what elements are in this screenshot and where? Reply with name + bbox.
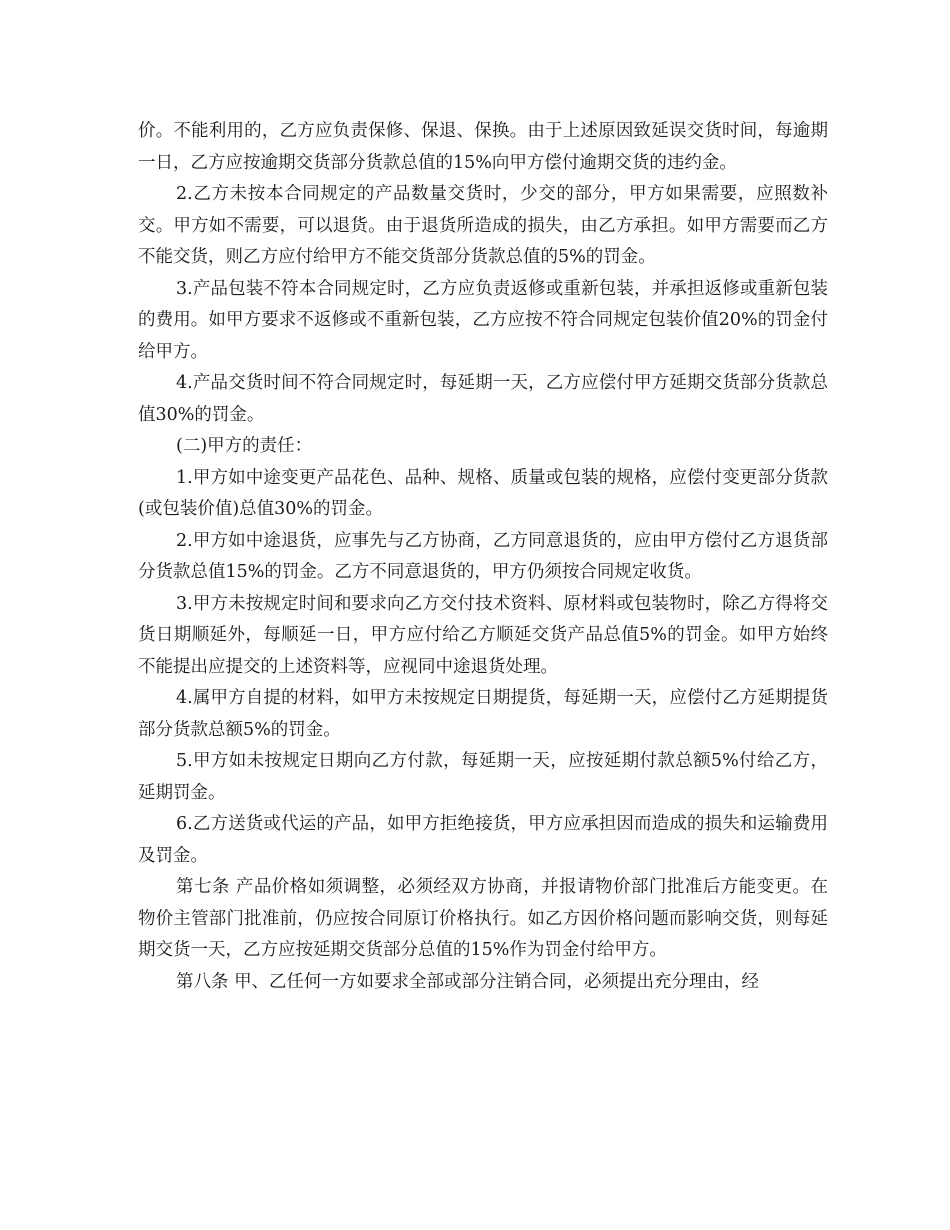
paragraph-continuation: 价。不能利用的，乙方应负责保修、保退、保换。由于上述原因致延误交货时间，每逾期一日，乙方应按逾期交货部分货款总值的15%向甲方偿付逾期交货的违约金。	[138, 121, 828, 173]
paragraph-a-item-1: 1.甲方如中途变更产品花色、品种、规格、质量或包装的规格，应偿付变更部分货款(或包装价值)总值30%的罚金。	[138, 467, 828, 519]
document-body	[138, 116, 828, 998]
section-heading-party-a: (二)甲方的责任：	[176, 436, 313, 456]
paragraph-a-item-4: 4.属甲方自提的材料，如甲方未按规定日期提货，每延期一天，应偿付乙方延期提货部分货款总额5%的罚金。	[138, 688, 828, 740]
paragraph-item-3-packaging: 3.产品包装不符本合同规定时，乙方应负责返修或重新包装，并承担返修或重新包装的费用。如甲方要求不返修或不重新包装，乙方应按不符合同规定包装价值20%的罚金付给甲方。	[138, 278, 828, 362]
paragraph-item-2-quantity: 2.乙方未按本合同规定的产品数量交货时，少交的部分，甲方如果需要，应照数补交。甲方如不需要，可以退货。由于退货所造成的损失，由乙方承担。如甲方需要而乙方不能交货，则乙方应付给甲方不能交货部分货款总值的5%的罚金。	[138, 184, 828, 267]
article-8-paragraph: 第八条 甲、乙任何一方如要求全部或部分注销合同，必须提出充分理由，经	[176, 971, 760, 992]
paragraph-a-item-2: 2.甲方如中途退货，应事先与乙方协商，乙方同意退货的，应由甲方偿付乙方退货部分货款总值15%的罚金。乙方不同意退货的，甲方仍须按合同规定收货。	[138, 530, 828, 582]
paragraph-a-item-6: 6.乙方送货或代运的产品，如甲方拒绝接货，甲方应承担因而造成的损失和运输费用及罚金。	[138, 814, 828, 866]
article-7-paragraph: 第七条 产品价格如须调整，必须经双方协商，并报请物价部门批准后方能变更。在物价主管部门批准前，仍应按合同原订价格执行。如乙方因价格问题而影响交货，则每延期交货一天，乙方应按延期交货部分总值的15%作为罚金付给甲方。	[138, 877, 828, 960]
paragraph-item-4-delivery-time: 4.产品交货时间不符合同规定时，每延期一天，乙方应偿付甲方延期交货部分货款总值30%的罚金。	[138, 373, 828, 425]
paragraph-a-item-3: 3.甲方未按规定时间和要求向乙方交付技术资料、原材料或包装物时，除乙方得将交货日期顺延外，每顺延一日，甲方应付给乙方顺延交货产品总值5%的罚金。如甲方始终不能提出应提交的上述资料等，应视同中途退货处理。	[138, 593, 828, 677]
paragraph-a-item-5: 5.甲方如未按规定日期向乙方付款，每延期一天，应按延期付款总额5%付给乙方，延期罚金。	[138, 751, 828, 803]
